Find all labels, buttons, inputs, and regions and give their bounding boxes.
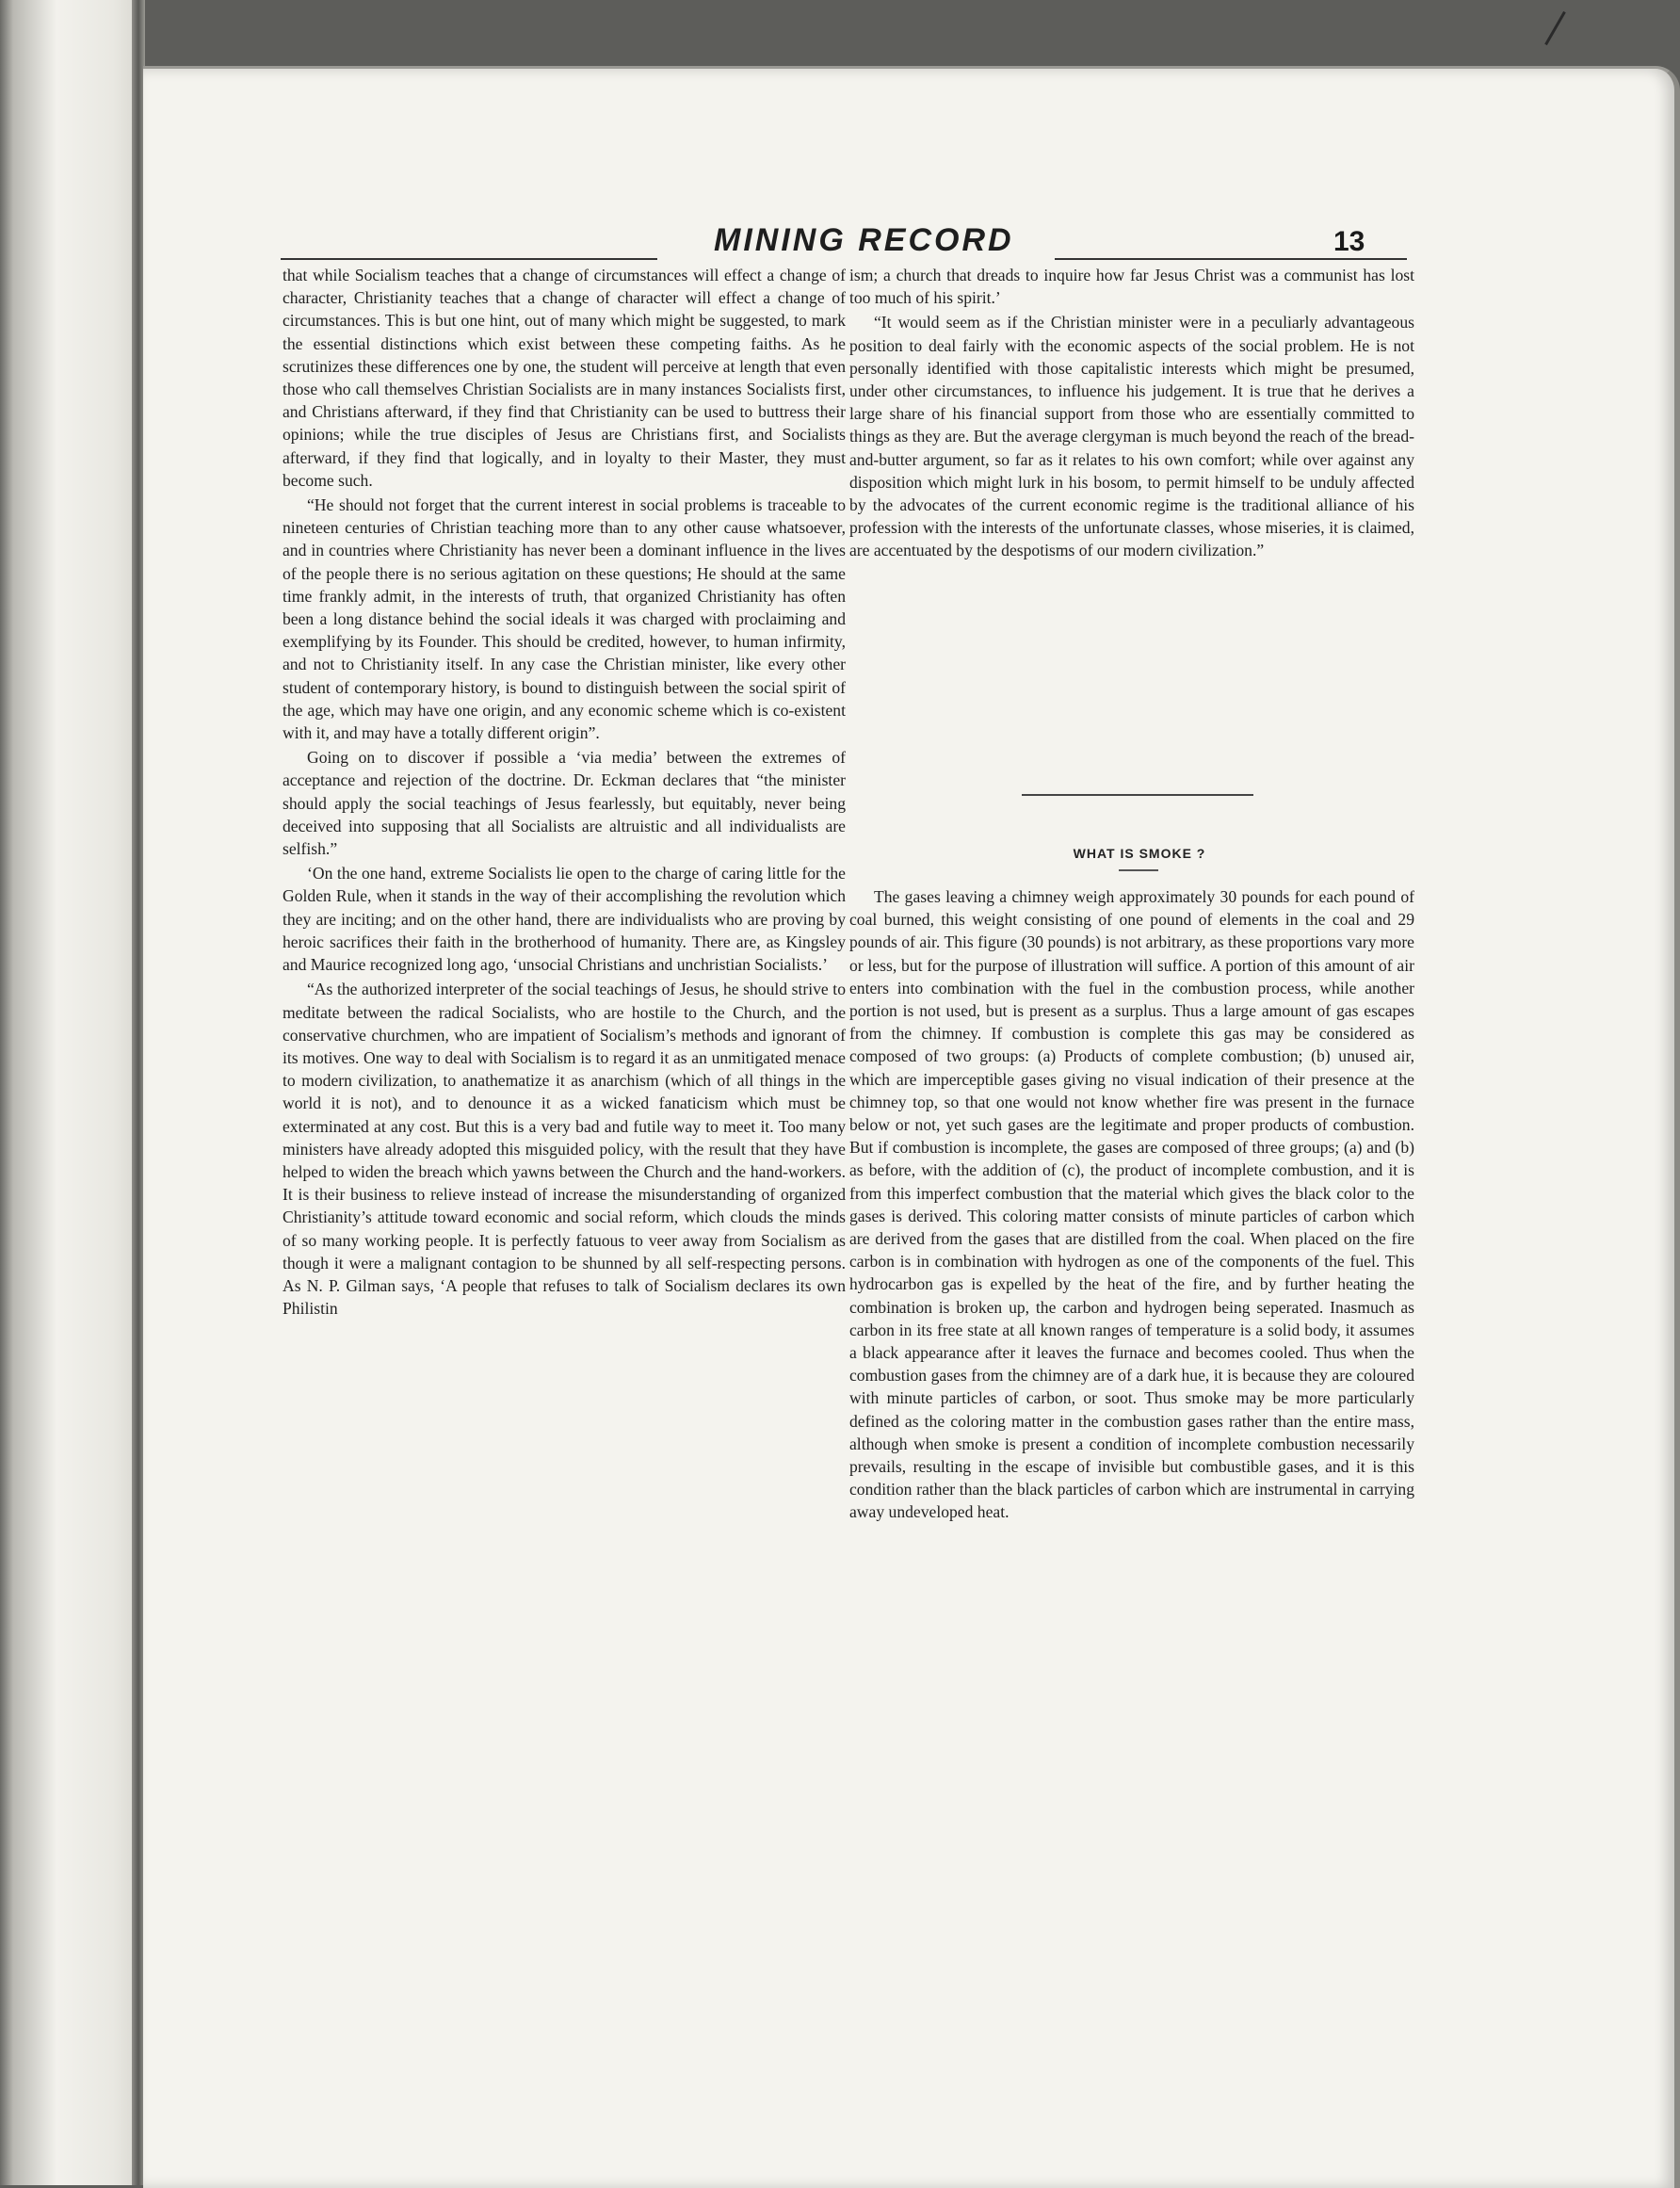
paragraph: that while Socialism teaches that a change of circumstances will effect a change of character, Christianity teaches that a change of character will effect a change of circumstances. This is but one hint, out of many which might be suggested, to mark the essential distinctions which exist between these competing faiths. As he scrutinizes these differences one by one, the student will perceive at length that even those who call themselves Christian Socialists are in many instances Socialists first, and Christians afterward, if they find that Christianity can be used to buttress their opinions; while the true disciples of Jesus are Christians first, and Socialists afterward, if they find that logically, and in loyalty to their Master, they must become such. xyxy=(283,266,846,490)
paragraph: “He should not forget that the current interest in social problems is traceable to nineteen centuries of Christian teaching more than to any other cause whatsoever, and in countries where Christianity has never been a dominant influence in the lives of the people there is no serious agitation on these questions; He should at the same time frankly admit, in the interests of truth, that organized Christianity has often been a long distance behind the social ideals it was charged with proclaiming and exemplifying by its Founder. This should be credited, however, to human infirmity, and not to Christianity itself. In any case the Christian minister, like every other student of contemporary history, is bound to distinguish between the social spirit of the age, which may have one origin, and any economic scheme which is co-existent with it, and may have a totally different origin”. xyxy=(283,495,846,743)
paragraph: “As the authorized interpreter of the social teachings of Jesus, he should strive to meditate between the radical Socialists, who are hostile to the Church, and the conservative churchmen, who are impatient of Socialism’s methods and ignorant of its motives. One way to deal with Socialism is to regard it as an unmitigated menace to modern civilization, to anathematize it as anarchism (which of all things in the world it is not), and to denounce it as a wicked fanaticism which must be exterminated at any cost. But this is a very bad and futile way to meet it. Too many ministers have already adopted this misguided policy, with the result that they have helped to widen the breach which yawns between the Church and the hand-workers. It is their business to relieve instead of increase the misunderstanding of organized Christianity’s attitude toward economic and social reform, which clouds the minds of so many working people. It is perfectly fatuous to veer away from Socialism as though it were a malignant contagion to be shunned by all self-respecting persons. As N. P. Gilman says, ‘A people that refuses to talk of Socialism declares its own Philistin xyxy=(283,980,846,1319)
paragraph: The gases leaving a chimney weigh approximately 30 pounds for each pound of coal burned, this weight consisting of one pound of elements in the coal and 29 pounds of air. This figure (30 pounds) is not arbitrary, as these proportions vary more or less, but for the purpose of illustration will suffice. A portion of this amount of air enters into combination with the fuel in the combustion process, while another portion is not used, but is present as a surplus. Thus a large amount of gas escapes from the chimney. If combustion is complete this gas may be considered as composed of two groups: (a) Products of complete combustion; (b) unused air, which are imperceptible gases giving no visual indication of their presence at the chimney top, so that one would not know whether fire was present in the furnace below or not, yet such gases are the legitimate and proper products of combustion. But if combustion is incomplete, the gases are composed of three groups; (a) and (b) as before, with the addition of (c), the product of incomplete combustion, and it is from this imperfect combustion that the material which gives the black color to the gases is derived. This coloring matter consists of minute particles of carbon which are derived from the gases that are distilled from the coal. When placed on the fire carbon is in combination with hydrogen as one of the components of the fuel. This hydrocarbon gas is expelled by the heat of the fire, and by further heating the combination is broken up, the carbon and hydrogen being seperated. Inasmuch as carbon in its free state at all known ranges of temperature is a solid body, it assumes a black appearance after it leaves the furnace and becomes cooled. Thus when the combustion gases from the chimney are of a dark hue, it is because they are coloured with minute particles of carbon, or soot. Thus smoke may be more particularly defined as the coloring matter in the combustion gases rather than the entire mass, although when smoke is present a condition of incomplete combustion necessarily prevails, resulting in the escape of invisible but combustible gases, and it is this condition rather than the black particles of carbon which are instrumental in carrying away undeveloped heat. xyxy=(849,887,1414,1522)
header-rule-left xyxy=(281,258,657,260)
smoke-article xyxy=(849,885,1414,1524)
paragraph: “It would seem as if the Christian minister were in a peculiarly advantageous position to deal fairly with the economic aspects of the social problem. He is not personally identified with those capitalistic interests which might be presumed, under other circumstances, to influence his judgement. It is true that he derives a large share of his financial support from those who are essentially committed to things as they are. But the average clergyman is much beyond the reach of the bread-and-butter argument, so far as it relates to his own comfort; while over against any disposition which might lurk in his bosom, to permit himself to be unduly affected by the advocates of the current economic regime is the traditional alliance of his profession with the interests of the unfortunate classes, whose miseries, it is claimed, are accentuated by the despotisms of our modern civilization.” xyxy=(849,313,1414,560)
scan-mark xyxy=(1403,0,1591,57)
section-divider xyxy=(1022,794,1253,796)
section-title: WHAT IS SMOKE ? xyxy=(1073,846,1206,861)
section-title-rule xyxy=(1119,869,1158,871)
paragraph: ism; a church that dreads to inquire how far Jesus Christ was a communist has lost too much of his spirit.’ xyxy=(849,266,1414,308)
facing-page-edge xyxy=(0,0,141,2185)
right-column xyxy=(849,264,1414,562)
page-header xyxy=(281,222,1411,269)
left-column xyxy=(283,264,846,1320)
header-rule-right xyxy=(1055,258,1407,260)
masthead: MINING RECORD xyxy=(714,222,1014,258)
paragraph: ‘On the one hand, extreme Socialists lie open to the charge of caring little for the Golden Rule, when it stands in the way of their accomplishing the revolution which they are inciting; and on the other hand, there are individualists who are proving by heroic sacrifices their faith in the brotherhood of humanity. There are, as Kingsley and Maurice recognized long ago, ‘unsocial Christians and unchristian Socialists.’ xyxy=(283,864,846,975)
paragraph: Going on to discover if possible a ‘via media’ between the extremes of acceptance and rejection of the doctrine. Dr. Eckman declares that “the minister should apply the social teachings of Jesus fearlessly, but equitably, never being deceived into supposing that all Socialists are altruistic and all individualists are selfish.” xyxy=(283,748,846,859)
page-number: 13 xyxy=(1333,226,1365,257)
